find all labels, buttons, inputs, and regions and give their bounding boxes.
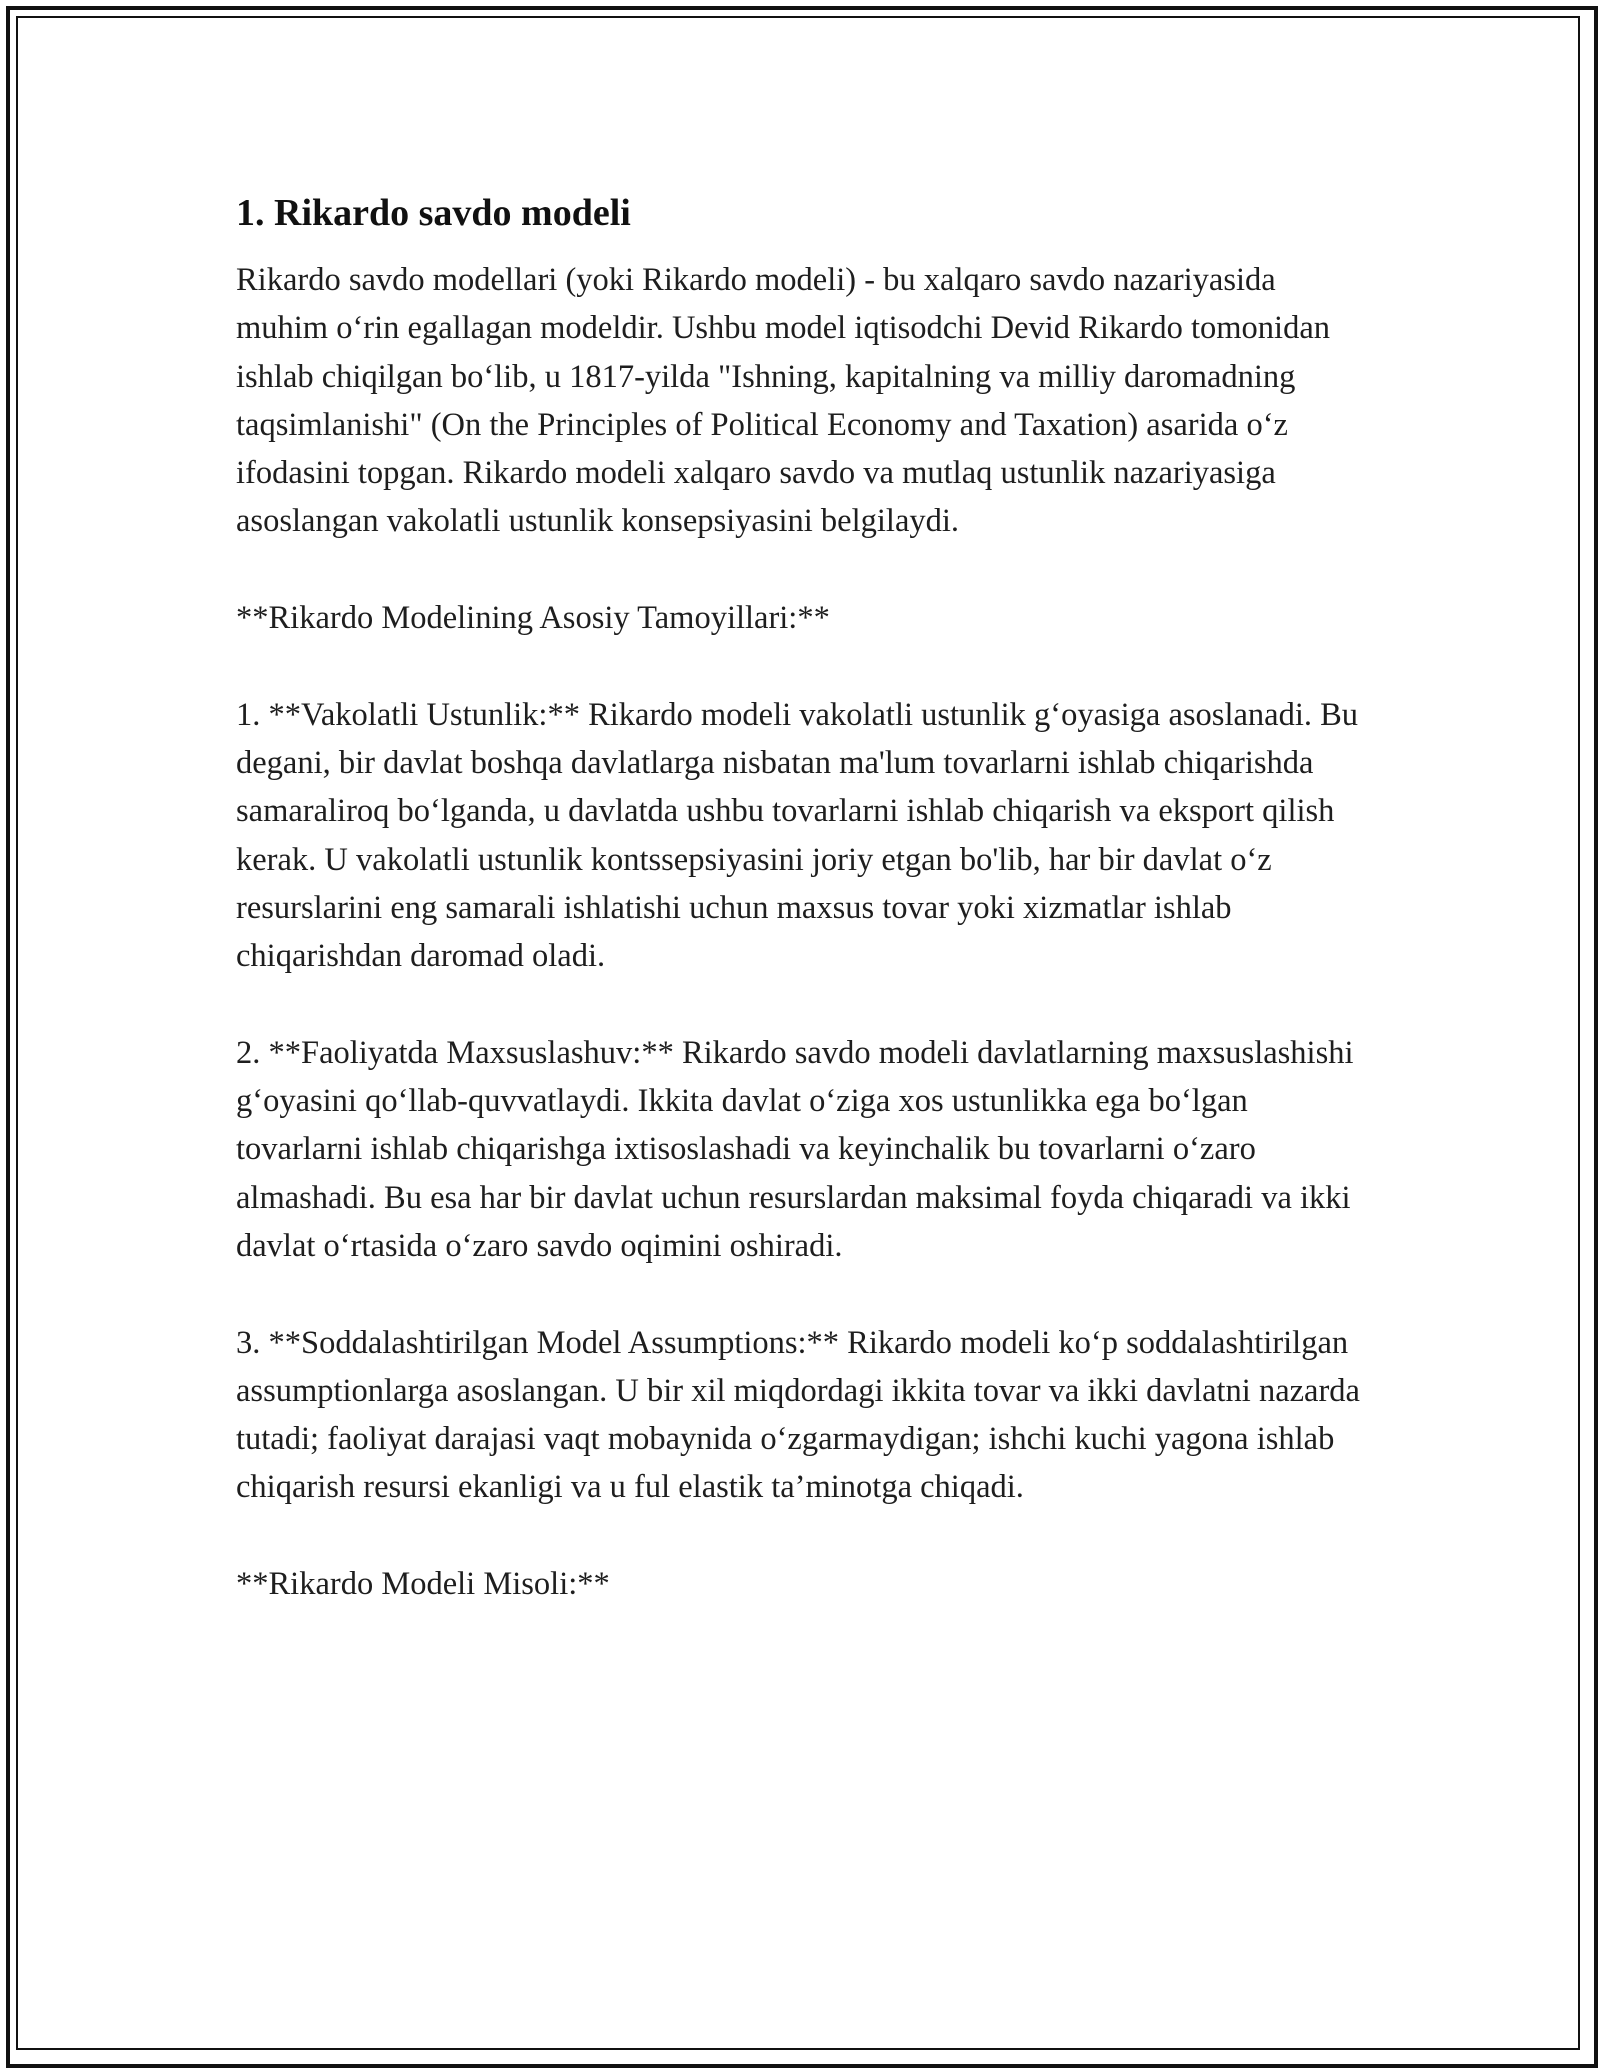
principles-subheading: **Rikardo Modelining Asosiy Tamoyillari:** (236, 600, 830, 637)
intro-paragraph: Rikardo savdo modellari (yoki Rikardo modeli) - bu xalqaro savdo nazariyasida muhim o‘rin egallagan modeldir. Ushbu model iqtisodchi Devid Rikardo tomonidan ishlab chiqilgan bo‘lib, u 1817-yilda "Ishning, kapitalning va milliy daromadning taqsimlanishi" (On the Principles of Political Economy and Taxation) asarida o‘z ifodasini topgan. Rikardo modeli xalqaro savdo va mutlaq ustunlik nazariyasiga asoslangan vakolatli ustunlik konsepsiyasini belgilaydi. (236, 262, 1331, 540)
principle-1-paragraph: 1. **Vakolatli Ustunlik:** Rikardo modeli vakolatli ustunlik g‘oyasiga asoslanadi. Bu degani, bir davlat boshqa davlatlarga nisbatan ma'lum tovarlarni ishlab chiqarishda samaraliroq bo‘lganda, u davlatda ushbu tovarlarni ishlab chiqarish va eksport qilish kerak. U vakolatli ustunlik kontssepsiyasini joriy etgan bo'lib, har bir davlat o‘z resurslarini eng samarali ishlatishi uchun maxsus tovar yoki xizmatlar ishlab chiqarishdan daromad oladi. (236, 696, 1359, 975)
document-body (236, 188, 1366, 1608)
example-subheading: **Rikardo Modeli Misoli:** (236, 1566, 610, 1603)
section-heading: 1. Rikardo savdo modeli (236, 192, 631, 234)
principle-2-paragraph: 2. **Faoliyatda Maxsuslashuv:** Rikardo savdo modeli davlatlarning maxsuslashishi g‘oyasini qo‘llab-quvvatlaydi. Ikkita davlat o‘ziga xos ustunlikka ega bo‘lgan tovarlarni ishlab chiqarishga ixtisoslashadi va keyinchalik bu tovarlarni o‘zaro almashadi. Bu esa har bir davlat uchun resurslardan maksimal foyda chiqaradi va ikki davlat o‘rtasida o‘zaro savdo oqimini oshiradi. (236, 1034, 1354, 1264)
principle-3-paragraph: 3. **Soddalashtirilgan Model Assumptions:** Rikardo modeli ko‘p soddalashtirilgan assumptionlarga asoslangan. U bir xil miqdordagi ikkita tovar va ikki davlatni nazarda tutadi; faoliyat darajasi vaqt mobaynida o‘zgarmaydigan; ishchi kuchi yagona ishlab chiqarish resursi ekanligi va u ful elastik ta’minotga chiqadi. (236, 1324, 1360, 1506)
